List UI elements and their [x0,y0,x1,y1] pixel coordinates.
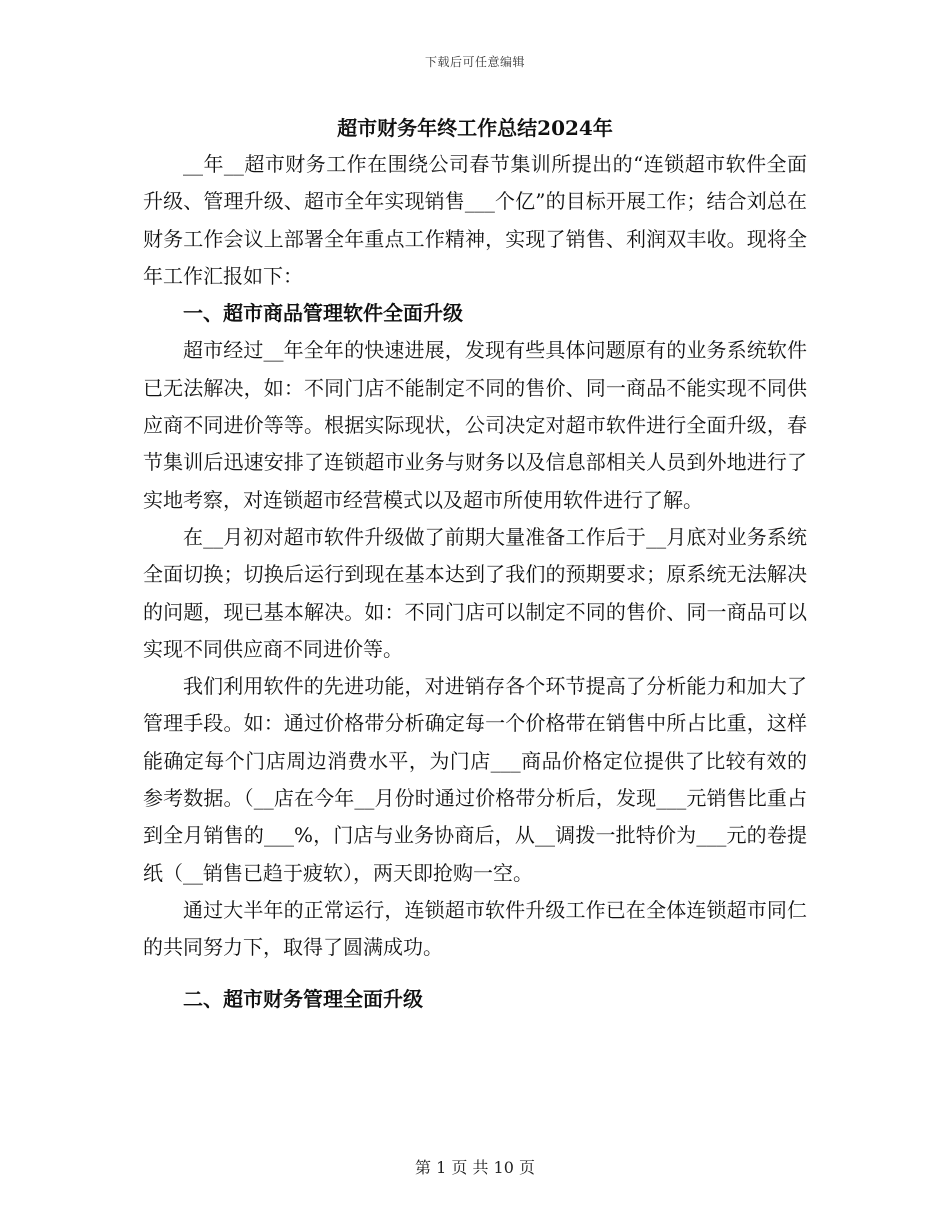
section1-paragraph-3: 我们利用软件的先进功能，对进销存各个环节提高了分析能力和加大了管理手段。如：通过价格带分析确定每一个价格带在销售中所占比重，这样能确定每个门店周边消费水平，为门店___商品价格定位提供了比较有效的参考数据。（__店在今年__月份时通过价格带分析后，发现___元销售比重占到全月销售的___%，门店与业务协商后，从__调拨一批特价为___元的卷提纸（__销售已趋于疲软），两天即抢购一空。 [143,674,807,885]
section1-paragraph-1: 超市经过__年全年的快速进展，发现有些具体问题原有的业务系统软件已无法解决，如：不同门店不能制定不同的售价、同一商品不能实现不同供应商不同进价等等。根据实际现状，公司决定对超市软件进行全面升级，春节集训后迅速安排了连锁超市业务与财务以及信息部相关人员到外地进行了实地考察，对连锁超市经营模式以及超市所使用软件进行了解。 [143,338,807,512]
intro-paragraph: __年__超市财务工作在围绕公司春节集训所提出的“连锁超市软件全面升级、管理升级、超市全年实现销售___个亿”的目标开展工作；结合刘总在财务工作会议上部署全年重点工作精神，实现了销售、利润双丰收。现将全年工作汇报如下： [143,152,807,288]
section1-paragraph-2: 在__月初对超市软件升级做了前期大量准备工作后于__月底对业务系统全面切换；切换后运行到现在基本达到了我们的预期要求；原系统无法解决的问题，现已基本解决。如：不同门店可以制定不同的售价、同一商品可以实现不同供应商不同进价等。 [143,524,807,661]
section-heading-1: 一、超市商品管理软件全面升级 [183,301,463,326]
document-body [143,110,807,1018]
section1-paragraph-4: 通过大半年的正常运行，连锁超市软件升级工作已在全体连锁超市同仁的共同努力下，取得了圆满成功。 [143,897,807,960]
section-heading-2: 二、超市财务管理全面升级 [183,986,423,1011]
page-number-footer: 第 1 页 共 10 页 [415,1158,535,1177]
document-title: 超市财务年终工作总结2024年 [337,116,613,140]
header-note: 下载后可任意编辑 [424,55,525,69]
